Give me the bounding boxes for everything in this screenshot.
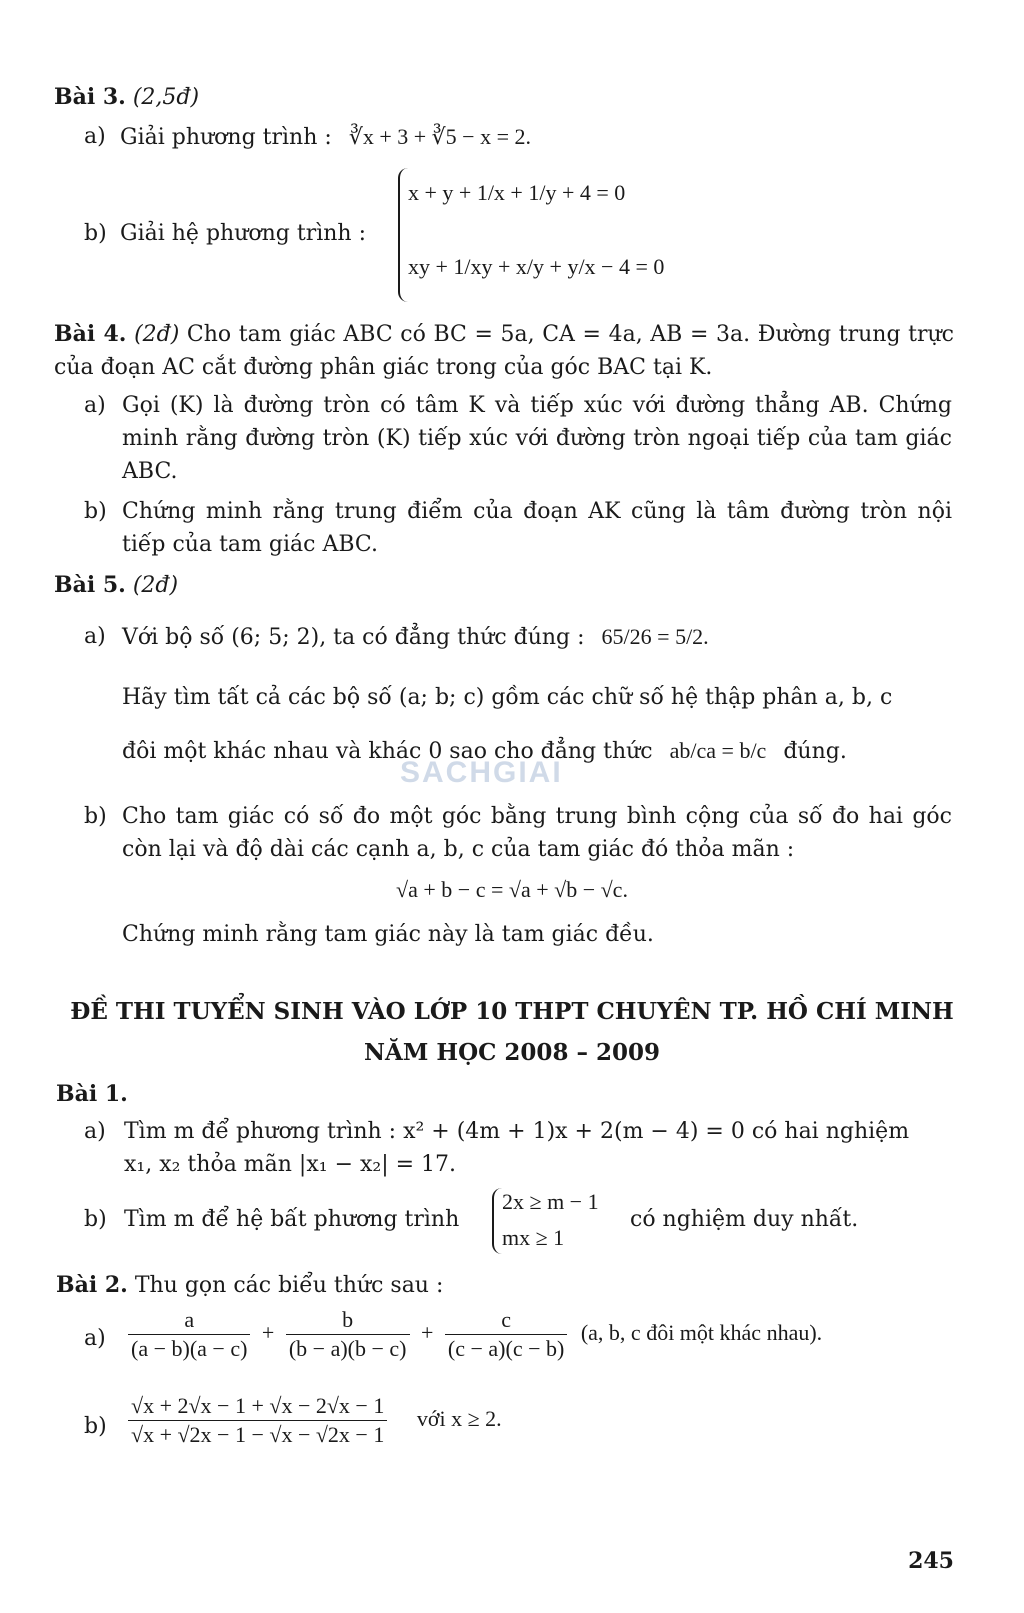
bai4-b-text: Chứng minh rằng trung điểm của đoạn AK cũng là tâm đường tròn nội tiếp của tam giác ABC.: [122, 499, 952, 557]
bai2-b-condition: với x ≥ 2.: [416, 1405, 502, 1431]
bai5-a-text4: đúng.: [783, 739, 847, 764]
bai4-a-text: Gọi (K) là đường tròn có tâm K và tiếp xúc với đường thẳng AB. Chứng minh rằng đường tròn (K) tiếp xúc với đường tròn ngoại tiếp của tam giác ABC.: [122, 393, 952, 484]
bai5-b-text: Cho tam giác có số đo một góc bằng trung bình cộng của số đo hai góc còn lại và độ dài các cạnh a, b, c của tam giác đó thỏa mãn :: [122, 804, 952, 862]
bai4-intro: Cho tam giác ABC có BC = 5a, CA = 4a, AB = 3a. Đường trung trực của đoạn AC cắt đường phân giác trong của góc BAC tại K.: [54, 322, 954, 380]
bai1-system-brace: [492, 1188, 502, 1254]
bai3-b-label: b): [84, 221, 107, 246]
bai2-a-num1: a: [128, 1306, 250, 1335]
bai4-a-label: a): [84, 393, 106, 418]
bai4-intro-block: [54, 318, 954, 384]
bai2-a-num2: b: [286, 1306, 410, 1335]
bai5-a-equation2: ab/ca = b/c: [669, 738, 767, 763]
bai2-b-denominator: √x + √2x − 1 − √x − √2x − 1: [131, 1422, 385, 1447]
bai2-heading: [56, 1270, 443, 1301]
bai2-intro: Thu gọn các biểu thức sau :: [134, 1273, 444, 1298]
bai2-a-label: a): [84, 1326, 106, 1351]
bai2-b-numerator: √x + 2√x − 1 + √x − 2√x − 1: [128, 1392, 387, 1421]
bai2-a-expression: $\frac{a}{(a - b)(a - c)}$ + $\frac{b}{(b - a)(b - c)}$ + $\frac{c}{(c - a)(c - b)}$ (a, b, c đôi một khác nhau).: [126, 1306, 822, 1363]
bai5-points: (2đ): [132, 573, 179, 598]
bai3-a-equation: ∛x + 3 + ∛5 − x = 2.: [348, 124, 531, 149]
bai1-a-text: Tìm m để phương trình : x² + (4m + 1)x + 2(m − 4) = 0 có hai nghiệm: [124, 1119, 910, 1144]
bai2-a-note: (a, b, c đôi một khác nhau).: [580, 1319, 823, 1345]
bai5-heading: [54, 570, 178, 601]
page-number: 245: [908, 1548, 954, 1574]
bai5-a-text: Với bộ số (6; 5; 2), ta có đẳng thức đúng :: [122, 625, 585, 650]
bai2-a-fraction-1: [128, 1306, 250, 1363]
bai1-b-text: Tìm m để hệ bất phương trình: [124, 1207, 460, 1232]
bai4-title: Bài 4.: [54, 321, 127, 347]
bai1-b-text2: có nghiệm duy nhất.: [630, 1207, 859, 1232]
bai3-a-prompt: Giải phương trình :: [120, 125, 332, 150]
bai2-a-den3: (c − a)(c − b): [447, 1336, 565, 1361]
exam-heading-line1: ĐỀ THI TUYỂN SINH VÀO LỚP 10 THPT CHUYÊN TP. HỒ CHÍ MINH: [70, 998, 954, 1025]
bai1-b-eq1: 2x ≥ m − 1: [502, 1189, 599, 1214]
bai1-a-text2: x₁, x₂ thỏa mãn |x₁ − x₂| = 17.: [124, 1152, 457, 1177]
bai2-b-expression: [126, 1392, 502, 1449]
bai4-points: (2đ): [134, 322, 180, 347]
bai5-a-text2: Hãy tìm tất cả các bộ số (a; b; c) gồm các chữ số hệ thập phân a, b, c: [122, 685, 893, 710]
bai2-a-den2: (b − a)(b − c): [288, 1336, 407, 1361]
bai4-b-label: b): [84, 499, 107, 524]
bai1-a-label: a): [84, 1119, 106, 1144]
bai2-a-fraction-3: [445, 1306, 567, 1363]
bai3-a-text: [120, 122, 531, 153]
bai2-b-fraction: [128, 1392, 387, 1449]
bai2-b-label: b): [84, 1414, 107, 1439]
bai1-title: Bài 1.: [56, 1081, 128, 1107]
bai2-a-den1: (a − b)(a − c): [131, 1336, 248, 1361]
bai3-b-text: Giải hệ phương trình :: [120, 221, 366, 246]
bai1-b-label: b): [84, 1207, 107, 1232]
bai5-a-label: a): [84, 624, 106, 649]
bai3-points: (2,5đ): [132, 85, 200, 110]
bai2-title: Bài 2.: [56, 1272, 128, 1298]
bai5-a-line1: [122, 622, 709, 653]
bai3-b-eq2: xy + 1/xy + x/y + y/x − 4 = 0: [408, 254, 665, 279]
bai3-title: Bài 3.: [54, 84, 126, 110]
sachgiai-watermark: SACHGIAI: [400, 756, 563, 789]
bai5-b-equation: √a + b − c = √a + √b − √c.: [396, 877, 628, 902]
bai2-a-fraction-2: [286, 1306, 410, 1363]
bai1-b-eq2: mx ≥ 1: [502, 1225, 565, 1250]
bai3-b-eq1: x + y + 1/x + 1/y + 4 = 0: [408, 180, 626, 205]
bai5-a-text3: đôi một khác nhau và khác 0 sao cho đẳng thức: [122, 739, 653, 764]
bai5-b-text2: Chứng minh rằng tam giác này là tam giác đều.: [122, 922, 654, 947]
bai5-a-equation: 65/26 = 5/2.: [601, 624, 709, 649]
bai3-heading: [54, 82, 199, 113]
bai2-a-num3: c: [445, 1306, 567, 1335]
exam-heading-line2: NĂM HỌC 2008 – 2009: [364, 1039, 660, 1066]
bai5-title: Bài 5.: [54, 572, 126, 598]
bai3-a-label: a): [84, 124, 106, 149]
bai5-b-label: b): [84, 804, 107, 829]
